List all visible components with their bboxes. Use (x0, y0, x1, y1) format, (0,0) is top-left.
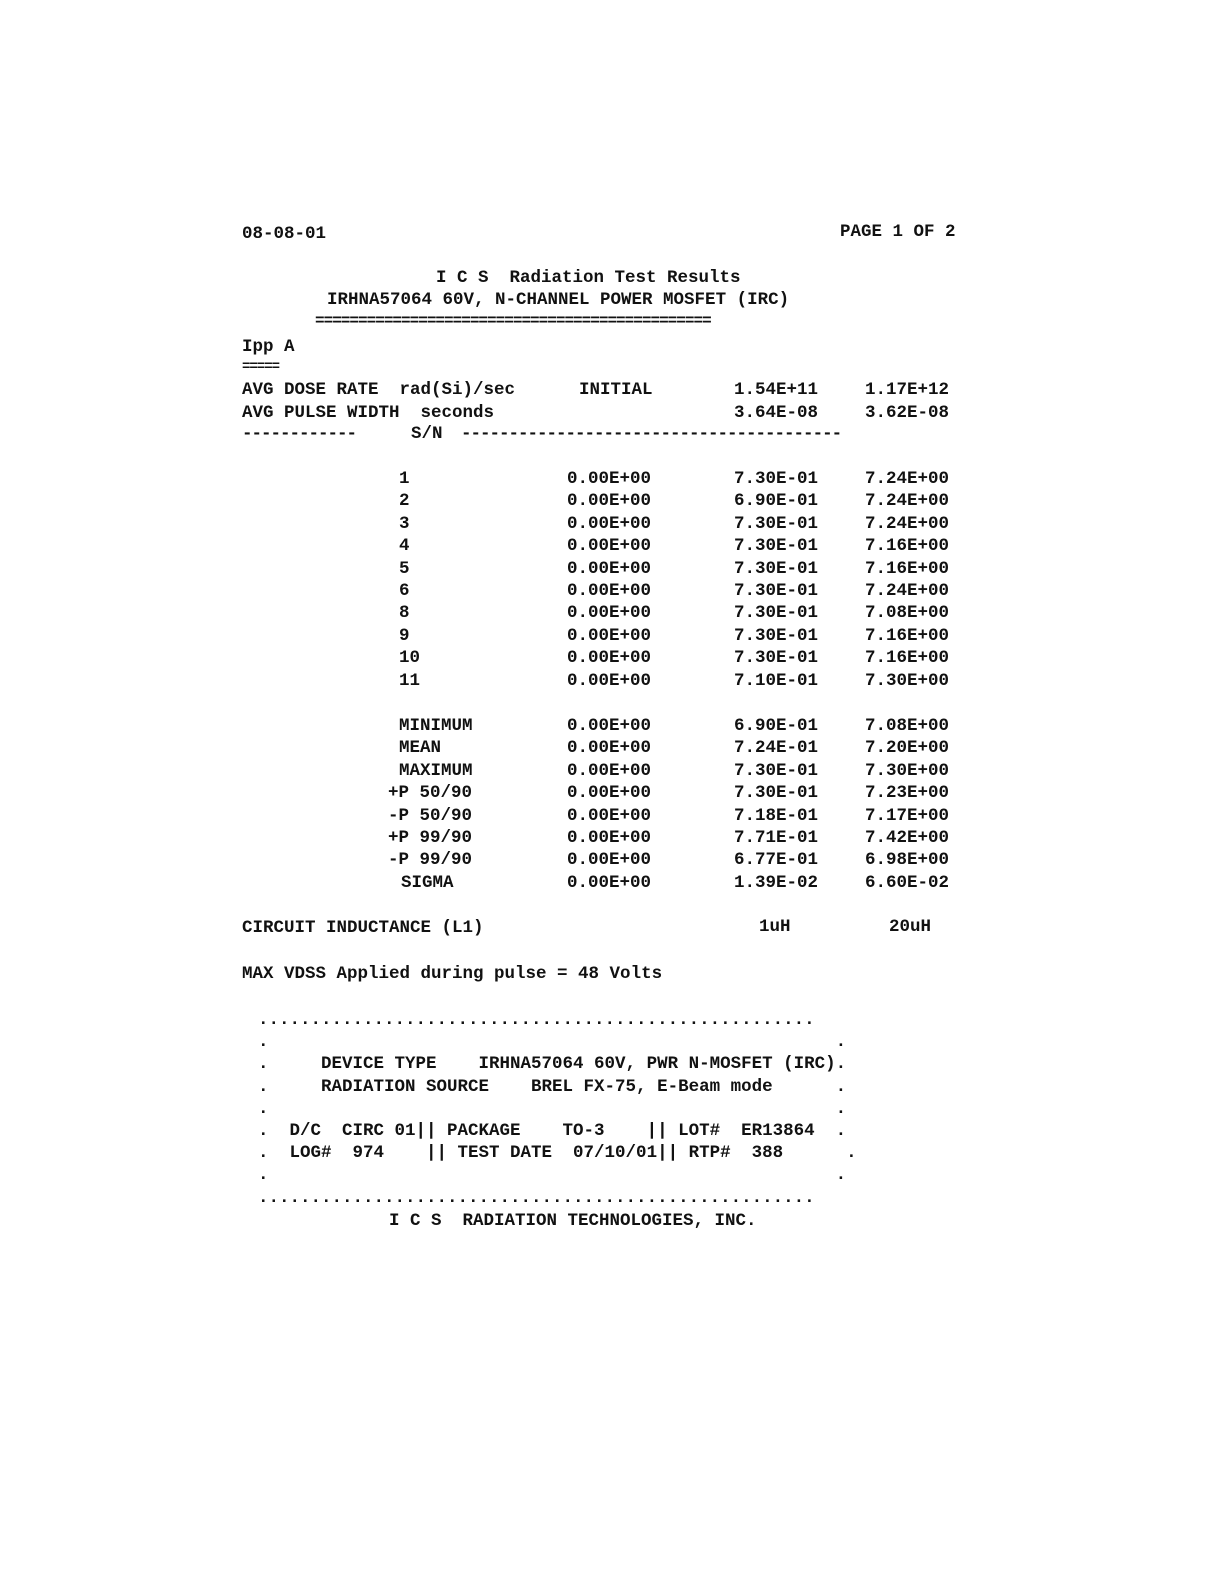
row-label: SIGMA (401, 872, 454, 893)
date-code-line: . D/C CIRC 01|| PACKAGE TO-3 || LOT# ER13864 . (258, 1121, 847, 1141)
sn-rule-right: ---------------------------------------- (461, 424, 842, 444)
initial-value: 0.00E+00 (567, 558, 652, 579)
value-2: 7.16E+00 (865, 558, 950, 579)
value-2: 7.42E+00 (865, 828, 950, 848)
info-box-blank-line: . . (258, 1032, 847, 1052)
row-label: 3 (399, 513, 410, 534)
row-label: -P 99/90 (388, 850, 473, 871)
value-1: 7.10E-01 (734, 670, 819, 691)
initial-value: 0.00E+00 (567, 513, 652, 534)
report-date: 08-08-01 (242, 224, 327, 244)
pulse-width-value-1: 3.64E-08 (734, 403, 819, 423)
value-2: 6.98E+00 (865, 850, 950, 871)
value-1: 7.30E-01 (734, 581, 819, 601)
inductance-value-1: 1uH (759, 917, 791, 937)
sn-rule-left: ------------ (242, 424, 357, 444)
pulse-width-label: AVG PULSE WIDTH seconds (242, 403, 495, 423)
initial-value: 0.00E+00 (567, 716, 652, 736)
value-1: 7.30E-01 (734, 513, 819, 534)
value-1: 7.30E-01 (734, 760, 819, 781)
report-title: I C S Radiation Test Results (436, 268, 741, 288)
company-footer: I C S RADIATION TECHNOLOGIES, INC. (389, 1211, 757, 1231)
value-2: 7.23E+00 (865, 783, 950, 804)
value-2: 7.16E+00 (865, 625, 950, 646)
value-2: 7.24E+00 (865, 581, 950, 601)
value-1: 7.30E-01 (734, 536, 819, 557)
value-1: 7.30E-01 (734, 625, 819, 646)
initial-value: 0.00E+00 (567, 648, 652, 669)
initial-value: 0.00E+00 (567, 670, 652, 691)
value-1: 6.90E-01 (734, 491, 819, 512)
dose-rate-initial: INITIAL (579, 380, 653, 400)
row-label: 8 (399, 603, 410, 624)
value-2: 7.24E+00 (865, 469, 950, 489)
info-box-bottom-border: ..................................................... (258, 1188, 815, 1208)
value-1: 7.71E-01 (734, 828, 819, 848)
row-label: 10 (399, 648, 421, 669)
value-1: 7.30E-01 (734, 558, 819, 579)
value-1: 7.30E-01 (734, 648, 819, 669)
value-2: 7.24E+00 (865, 513, 950, 534)
info-box-top-border: ..................................................... (258, 1010, 815, 1030)
value-2: 7.08E+00 (865, 716, 950, 736)
max-vdss-note: MAX VDSS Applied during pulse = 48 Volts (242, 964, 663, 984)
radiation-source-line: . RADIATION SOURCE BREL FX-75, E-Beam mode . (258, 1077, 847, 1097)
value-1: 7.30E-01 (734, 603, 819, 624)
value-2: 7.16E+00 (865, 648, 950, 669)
value-1: 7.30E-01 (734, 469, 819, 489)
initial-value: 0.00E+00 (567, 783, 652, 804)
row-label: 2 (399, 491, 410, 512)
value-2: 7.08E+00 (865, 603, 950, 624)
inductance-label: CIRCUIT INDUCTANCE (L1) (242, 918, 484, 938)
sn-rule-label: S/N (411, 424, 443, 444)
initial-value: 0.00E+00 (567, 469, 652, 489)
row-label: 5 (399, 558, 410, 579)
row-label: 6 (399, 581, 410, 601)
device-type-line: . DEVICE TYPE IRHNA57064 60V, PWR N-MOSFET (IRC). (258, 1054, 847, 1074)
value-2: 7.30E+00 (865, 670, 950, 691)
value-2: 6.60E-02 (865, 872, 950, 893)
initial-value: 0.00E+00 (567, 581, 652, 601)
row-label: 4 (399, 536, 410, 557)
dose-rate-value-2: 1.17E+12 (865, 380, 950, 400)
value-2: 7.24E+00 (865, 491, 950, 512)
value-1: 6.90E-01 (734, 716, 819, 736)
value-2: 7.30E+00 (865, 760, 950, 781)
row-label: 11 (399, 670, 421, 691)
row-label: +P 50/90 (388, 783, 473, 804)
value-1: 7.24E-01 (734, 738, 819, 759)
initial-value: 0.00E+00 (567, 872, 652, 893)
initial-value: 0.00E+00 (567, 491, 652, 512)
row-label: 9 (399, 625, 410, 646)
initial-value: 0.00E+00 (567, 805, 652, 826)
title-rule: ============================================== (315, 312, 711, 330)
initial-value: 0.00E+00 (567, 536, 652, 557)
parameter-name: Ipp A (242, 337, 295, 357)
initial-value: 0.00E+00 (567, 850, 652, 871)
row-label: +P 99/90 (388, 828, 473, 848)
log-line: . LOG# 974 || TEST DATE 07/10/01|| RTP# 388 . (258, 1143, 857, 1163)
report-subtitle: IRHNA57064 60V, N-CHANNEL POWER MOSFET (IRC) (327, 290, 790, 310)
row-label: -P 50/90 (388, 805, 473, 826)
value-1: 7.30E-01 (734, 783, 819, 804)
value-1: 7.18E-01 (734, 805, 819, 826)
page-number: PAGE 1 OF 2 (840, 222, 956, 242)
initial-value: 0.00E+00 (567, 738, 652, 759)
initial-value: 0.00E+00 (567, 625, 652, 646)
value-2: 7.17E+00 (865, 805, 950, 826)
value-2: 7.20E+00 (865, 738, 950, 759)
initial-value: 0.00E+00 (567, 603, 652, 624)
row-label: MINIMUM (399, 716, 473, 736)
row-label: MEAN (399, 738, 442, 759)
parameter-underline: ===== (242, 359, 280, 375)
pulse-width-value-2: 3.62E-08 (865, 403, 950, 423)
value-2: 7.16E+00 (865, 536, 950, 557)
inductance-value-2: 20uH (889, 917, 932, 937)
dose-rate-value-1: 1.54E+11 (734, 380, 819, 400)
dose-rate-label: AVG DOSE RATE rad(Si)/sec (242, 380, 516, 400)
initial-value: 0.00E+00 (567, 828, 652, 848)
row-label: 1 (399, 469, 410, 489)
value-1: 6.77E-01 (734, 850, 819, 871)
initial-value: 0.00E+00 (567, 760, 652, 781)
value-1: 1.39E-02 (734, 872, 819, 893)
info-box-blank-line: . . (258, 1099, 847, 1119)
row-label: MAXIMUM (399, 760, 473, 781)
info-box-blank-line: . . (258, 1165, 847, 1185)
